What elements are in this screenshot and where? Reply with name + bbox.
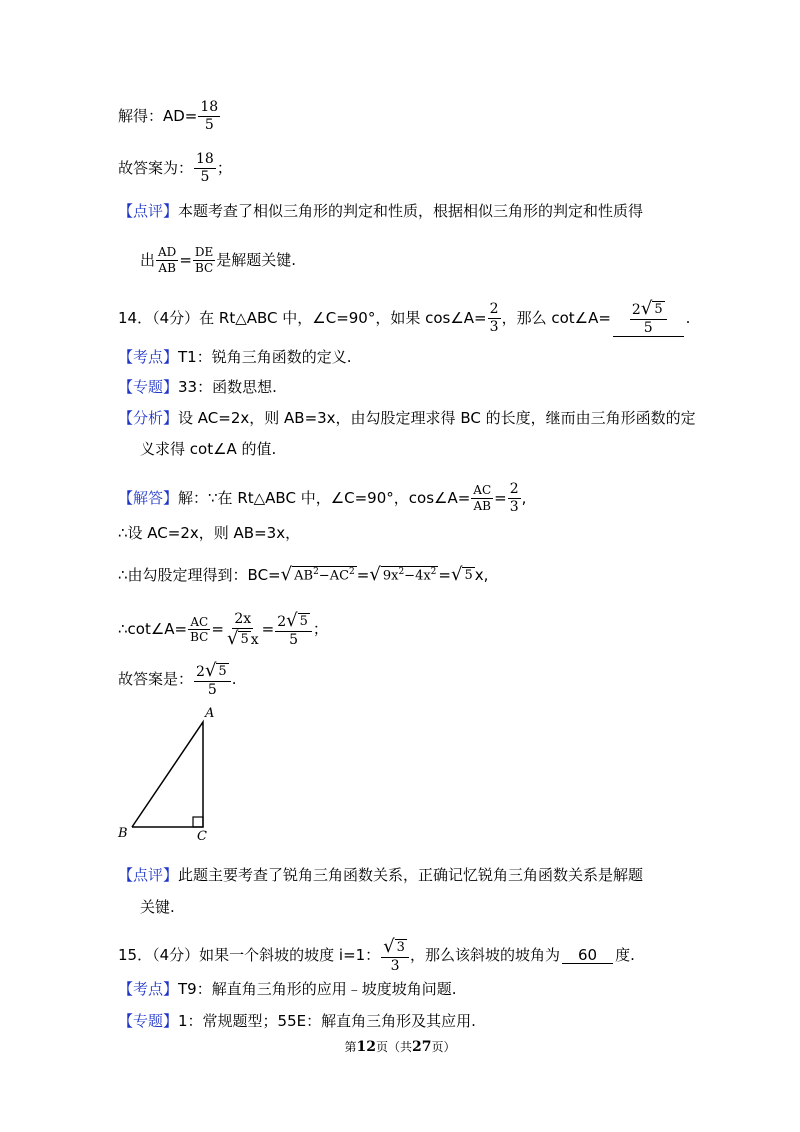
fraction: $\frac{AD}{AB}$ [158, 245, 177, 275]
vertex-a-label: A [205, 706, 215, 721]
sqrt-expression: √ 5 [450, 564, 473, 585]
analysis-14-cont: 义求得 cot∠A 的值. [140, 440, 277, 458]
section-tag: 【专题】 [118, 1012, 179, 1030]
vertex-b-label: B [118, 826, 128, 841]
review-line-2: 出 $\frac{AD}{AB}$ = $\frac{DE}{BC}$ 是解题关键. [140, 245, 297, 275]
review-14-cont: 关键. [140, 898, 175, 916]
fraction: $\frac{18}{5}$ [200, 99, 219, 133]
fraction: $\frac{DE}{BC}$ [194, 245, 214, 275]
analysis-14: 【分析】 设 AC=2x，则 AB=3x，由勾股定理求得 BC 的长度，继而由三角形函数的定 [118, 409, 696, 427]
triangle-outline [132, 722, 203, 827]
step-1: ∴设 AC=2x，则 AB=3x， [118, 524, 301, 542]
answer-blank: 2 √ 5 5 [613, 300, 684, 337]
final-answer-14: 故答案是： 2 √ 5 5 . [118, 660, 237, 698]
fraction: 2x √ 5 x [226, 611, 259, 649]
step-3: ∴cot∠A= $\frac{AC}{BC}$ = 2x √ 5 x = 2 √ 5 5 ； [118, 610, 328, 649]
answer-line: 故答案为： $\frac{18}{5}$ ； [118, 151, 232, 185]
question-14: 14．（4分）在 Rt△ABC 中，∠C=90°，如果 cos∠A= $\frac{2}{3}$ ，那么 cot∠A= 2 √ 5 5 . [118, 298, 691, 336]
solve-line: 解得：AD= $\frac{18}{5}$ [118, 99, 219, 133]
fraction: $\frac{AC}{AB}$ [473, 483, 492, 513]
section-tag: 【分析】 [118, 409, 179, 427]
vertex-c-label: C [197, 829, 207, 844]
section-tag: 【专题】 [118, 378, 179, 396]
fraction: $\frac{2}{3}$ [509, 481, 519, 515]
fraction: 2 √ 5 5 [275, 612, 312, 648]
section-tag: 【点评】 [118, 202, 179, 220]
fraction: $\frac{AC}{BC}$ [190, 614, 209, 645]
right-angle-mark [193, 817, 203, 827]
review-14: 【点评】 此题主要考查了锐角三角函数关系，正确记忆锐角三角函数关系是解题 [118, 866, 644, 884]
section-tag: 【点评】 [118, 866, 179, 884]
fraction: √ 3 3 [381, 938, 409, 974]
section-tag: 【考点】 [118, 348, 179, 366]
section-tag: 【解答】 [118, 488, 179, 507]
sqrt-expression: √ $AB^2-AC^2$ [280, 564, 355, 585]
page-footer: 第12页（共27页） [344, 1039, 456, 1055]
fraction: $\frac{2}{3}$ [489, 301, 499, 335]
question-15: 15．（4分）如果一个斜坡的坡度 i=1： √ 3 3 ，那么该斜坡的坡角为 60 度. [118, 936, 635, 974]
solution-14: 【解答】 解：∵在 Rt△ABC 中，∠C=90°，cos∠A= $\frac{AC}{AB}$ = $\frac{2}{3}$ , [118, 481, 527, 515]
answer-blank: 60 [562, 948, 613, 964]
review-line: 【点评】 本题考查了相似三角形的判定和性质，根据相似三角形的判定和性质得 [118, 202, 644, 220]
fraction: $\frac{18}{5}$ [196, 151, 214, 185]
triangle-figure [110, 700, 230, 845]
sqrt-expression: √ $9x^2-4x^2$ [369, 564, 437, 585]
zhuanti-15: 【专题】 1：常规题型；55E：解直角三角形及其应用. [118, 1012, 476, 1030]
kaodian-15: 【考点】 T9：解直角三角形的应用﹣坡度坡角问题. [118, 980, 457, 998]
fraction: 2 √ 5 5 [194, 662, 231, 698]
step-2: ∴由勾股定理得到：BC= √ $AB^2-AC^2$ = √ $9x^2-4x^2$ = √ 5 x, [118, 564, 489, 585]
kaodian-14: 【考点】 T1：锐角三角函数的定义. [118, 348, 352, 366]
section-tag: 【考点】 [118, 980, 179, 998]
zhuanti-14: 【专题】 33：函数思想. [118, 378, 277, 396]
